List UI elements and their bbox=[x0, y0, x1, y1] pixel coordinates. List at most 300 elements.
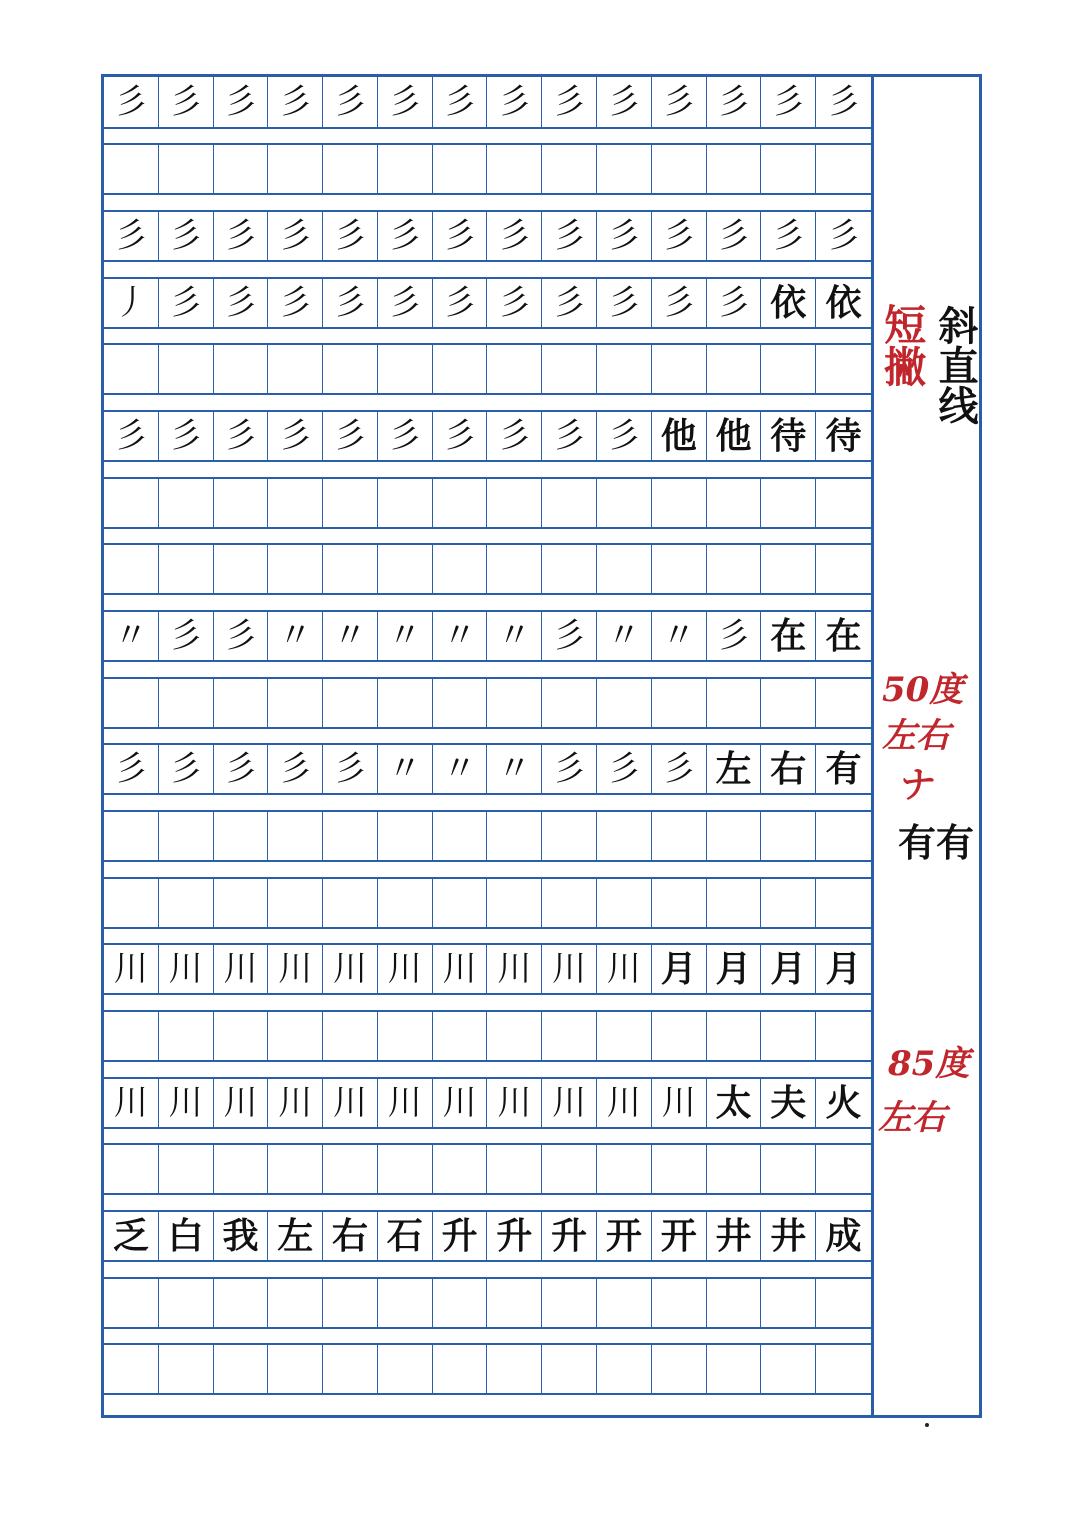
grid-cell bbox=[378, 879, 433, 927]
grid-cell: 开 bbox=[652, 1212, 707, 1260]
grid-cell: 彡 bbox=[159, 279, 214, 327]
grid-cell: 彡 bbox=[323, 745, 378, 793]
grid-cell bbox=[487, 1012, 542, 1060]
grid-cell bbox=[542, 679, 597, 727]
grid-cell bbox=[378, 345, 433, 393]
grid-cell bbox=[323, 479, 378, 527]
grid-cell: 月 bbox=[652, 945, 707, 993]
grid-cell bbox=[268, 812, 323, 860]
grid-row bbox=[104, 210, 871, 262]
grid-cell bbox=[652, 545, 707, 593]
grid-cell bbox=[268, 145, 323, 193]
grid-cell bbox=[707, 1279, 762, 1327]
grid-cell bbox=[597, 545, 652, 593]
grid-cell bbox=[214, 1012, 269, 1060]
grid-cell bbox=[652, 679, 707, 727]
grid-cell bbox=[159, 879, 214, 927]
grid-cell bbox=[433, 1145, 488, 1193]
grid-cell: 彡 bbox=[268, 212, 323, 260]
grid-cell: 彡 bbox=[542, 745, 597, 793]
grid-cell: 彡 bbox=[268, 745, 323, 793]
grid-cell bbox=[159, 545, 214, 593]
grid-cell: 川 bbox=[378, 1079, 433, 1127]
grid-cell: 川 bbox=[104, 1079, 159, 1127]
grid-cell bbox=[433, 679, 488, 727]
grid-cell: 待 bbox=[825, 415, 862, 457]
grid-cell: 〃 bbox=[378, 745, 433, 793]
grid-cell: 彡 bbox=[542, 77, 597, 127]
grid-cell bbox=[433, 545, 488, 593]
grid-row bbox=[104, 877, 871, 929]
grid-cell: 月 bbox=[707, 945, 762, 993]
grid-cell bbox=[542, 345, 597, 393]
grid-cell: 彡 bbox=[597, 77, 652, 127]
grid-cell: 彡 bbox=[268, 279, 323, 327]
grid-cell: 彡 bbox=[159, 77, 214, 127]
grid-cell bbox=[816, 679, 871, 727]
grid-cell bbox=[597, 879, 652, 927]
grid-cell: 有 bbox=[825, 748, 862, 790]
grid-cell bbox=[542, 1012, 597, 1060]
grid-row bbox=[104, 1210, 871, 1262]
grid-cell: 右 bbox=[761, 745, 816, 793]
grid-cell: 彡 bbox=[214, 745, 269, 793]
grid-cell bbox=[542, 479, 597, 527]
grid-cell bbox=[487, 145, 542, 193]
grid-cell: 〃 bbox=[487, 745, 542, 793]
grid-cell: 彡 bbox=[323, 77, 378, 127]
grid-cell bbox=[597, 812, 652, 860]
grid-cell bbox=[542, 812, 597, 860]
grid-cell: 彡 bbox=[761, 77, 816, 127]
grid-cell bbox=[378, 1279, 433, 1327]
grid-cell bbox=[433, 1279, 488, 1327]
grid-cell bbox=[378, 812, 433, 860]
grid-cell bbox=[268, 345, 323, 393]
grid-cell bbox=[487, 679, 542, 727]
grid-cell: 川 bbox=[652, 1079, 707, 1127]
grid-cell: 彡 bbox=[487, 77, 542, 127]
grid-cell bbox=[104, 1145, 159, 1193]
grid-cell: 丿 bbox=[104, 279, 159, 327]
grid-cell bbox=[597, 1345, 652, 1393]
grid-cell bbox=[378, 479, 433, 527]
grid-cell bbox=[378, 1145, 433, 1193]
grid-cell bbox=[159, 1012, 214, 1060]
grid-cell: 彡 bbox=[652, 77, 707, 127]
grid-cell: 彡 bbox=[214, 612, 269, 660]
grid-cell bbox=[433, 812, 488, 860]
grid-cell bbox=[761, 1279, 816, 1327]
grid-cell: 川 bbox=[268, 945, 323, 993]
grid-cell bbox=[323, 679, 378, 727]
grid-cell bbox=[104, 545, 159, 593]
grid-cell: 彡 bbox=[542, 212, 597, 260]
grid-cell: 月 bbox=[761, 945, 816, 993]
grid-cell: 井 bbox=[707, 1212, 762, 1260]
grid-cell: 升 bbox=[487, 1212, 542, 1260]
grid-cell: 川 bbox=[323, 945, 378, 993]
grid-cell: 彡 bbox=[214, 212, 269, 260]
grid-cell bbox=[214, 1279, 269, 1327]
grid-cell: 〃 bbox=[433, 612, 488, 660]
grid-cell: 彡 bbox=[268, 77, 323, 127]
grid-cell: 彡 bbox=[707, 612, 762, 660]
grid-cell: 彡 bbox=[378, 279, 433, 327]
grid-row bbox=[104, 77, 871, 129]
grid-cell: 彡 bbox=[652, 745, 707, 793]
grid-cell bbox=[104, 345, 159, 393]
grid-cell bbox=[487, 545, 542, 593]
grid-cell: 彡 bbox=[707, 77, 762, 127]
grid-row bbox=[104, 1010, 871, 1062]
grid-cell: 彡 bbox=[104, 77, 159, 127]
grid-cell bbox=[707, 545, 762, 593]
grid-cell: 在 bbox=[825, 615, 862, 657]
grid-cell: 川 bbox=[597, 1079, 652, 1127]
grid-cell bbox=[104, 479, 159, 527]
grid-row bbox=[104, 543, 871, 595]
grid-cell bbox=[542, 1145, 597, 1193]
grid-cell: 彡 bbox=[433, 412, 488, 460]
grid-cell bbox=[268, 1145, 323, 1193]
practice-sheet bbox=[101, 74, 982, 1418]
grid-cell: 彡 bbox=[159, 412, 214, 460]
grid-cell: 彡 bbox=[378, 212, 433, 260]
grid-cell bbox=[159, 345, 214, 393]
grid-cell: 〃 bbox=[378, 612, 433, 660]
grid-cell bbox=[323, 545, 378, 593]
grid-cell: 彡 bbox=[542, 279, 597, 327]
grid-cell bbox=[816, 345, 871, 393]
grid-cell bbox=[214, 812, 269, 860]
grid-cell bbox=[652, 812, 707, 860]
grid-cell: 彡 bbox=[214, 412, 269, 460]
grid-cell: 彡 bbox=[214, 77, 269, 127]
grid-cell: 升 bbox=[542, 1212, 597, 1260]
grid-cell: 川 bbox=[597, 945, 652, 993]
grid-cell bbox=[761, 145, 816, 193]
practice-grid bbox=[104, 77, 874, 1415]
grid-cell: 彡 bbox=[597, 412, 652, 460]
grid-cell bbox=[707, 145, 762, 193]
grid-cell bbox=[652, 479, 707, 527]
grid-cell bbox=[323, 812, 378, 860]
grid-cell bbox=[159, 1279, 214, 1327]
stroke-example: ナ bbox=[900, 764, 937, 806]
grid-cell bbox=[159, 679, 214, 727]
grid-cell bbox=[268, 1345, 323, 1393]
grid-cell bbox=[542, 545, 597, 593]
grid-cell bbox=[433, 345, 488, 393]
grid-cell: 彡 bbox=[104, 412, 159, 460]
grid-cell: 〃 bbox=[652, 612, 707, 660]
grid-cell bbox=[761, 1345, 816, 1393]
grid-cell bbox=[816, 1279, 871, 1327]
grid-row bbox=[104, 143, 871, 195]
grid-cell bbox=[597, 479, 652, 527]
grid-row bbox=[104, 810, 871, 862]
grid-cell bbox=[707, 345, 762, 393]
grid-cell bbox=[487, 1145, 542, 1193]
grid-cell bbox=[104, 1279, 159, 1327]
grid-cell: 右 bbox=[323, 1212, 378, 1260]
grid-cell bbox=[707, 1145, 762, 1193]
grid-cell bbox=[816, 479, 871, 527]
grid-cell bbox=[268, 679, 323, 727]
grid-cell bbox=[159, 812, 214, 860]
grid-cell: 〃 bbox=[268, 612, 323, 660]
grid-cell: 左 bbox=[707, 745, 762, 793]
grid-cell: 川 bbox=[433, 1079, 488, 1127]
grid-row bbox=[104, 943, 871, 995]
grid-cell: 彡 bbox=[104, 745, 159, 793]
grid-cell bbox=[378, 1012, 433, 1060]
grid-cell bbox=[378, 545, 433, 593]
grid-cell: 月 bbox=[825, 948, 862, 990]
grid-cell: 〃 bbox=[433, 745, 488, 793]
grid-cell bbox=[214, 545, 269, 593]
grid-cell bbox=[816, 1012, 871, 1060]
grid-cell bbox=[487, 1345, 542, 1393]
grid-cell: 〃 bbox=[597, 612, 652, 660]
grid-cell: 〃 bbox=[487, 612, 542, 660]
grid-cell bbox=[214, 879, 269, 927]
grid-cell: 彡 bbox=[826, 82, 861, 122]
grid-cell bbox=[652, 345, 707, 393]
grid-cell bbox=[542, 879, 597, 927]
grid-cell: 川 bbox=[268, 1079, 323, 1127]
grid-cell bbox=[323, 1012, 378, 1060]
grid-cell: 川 bbox=[433, 945, 488, 993]
grid-cell bbox=[104, 145, 159, 193]
grid-cell bbox=[542, 1279, 597, 1327]
grid-cell bbox=[487, 1279, 542, 1327]
grid-cell bbox=[707, 679, 762, 727]
grid-cell: 〃 bbox=[104, 612, 159, 660]
angle-50-sub-label: 左右 bbox=[882, 716, 950, 756]
grid-cell: 彡 bbox=[323, 412, 378, 460]
grid-cell bbox=[487, 879, 542, 927]
grid-cell: 彡 bbox=[542, 612, 597, 660]
grid-row bbox=[104, 610, 871, 662]
grid-cell bbox=[707, 1345, 762, 1393]
grid-cell: 彡 bbox=[707, 212, 762, 260]
grid-cell: 彡 bbox=[159, 745, 214, 793]
grid-cell: 〃 bbox=[323, 612, 378, 660]
grid-cell bbox=[104, 812, 159, 860]
grid-cell bbox=[159, 145, 214, 193]
grid-cell: 川 bbox=[159, 945, 214, 993]
grid-cell bbox=[761, 812, 816, 860]
grid-cell: 彡 bbox=[268, 412, 323, 460]
grid-cell: 彡 bbox=[487, 412, 542, 460]
grid-cell: 彡 bbox=[378, 412, 433, 460]
grid-cell bbox=[323, 145, 378, 193]
grid-cell bbox=[268, 479, 323, 527]
grid-cell: 他 bbox=[707, 412, 762, 460]
grid-cell: 彡 bbox=[104, 212, 159, 260]
grid-cell bbox=[378, 679, 433, 727]
grid-cell: 彡 bbox=[597, 745, 652, 793]
grid-cell bbox=[597, 145, 652, 193]
grid-cell bbox=[268, 1279, 323, 1327]
grid-cell: 乏 bbox=[104, 1212, 159, 1260]
grid-cell bbox=[214, 1145, 269, 1193]
grid-cell bbox=[761, 545, 816, 593]
grid-cell: 井 bbox=[761, 1212, 816, 1260]
grid-cell bbox=[597, 1145, 652, 1193]
grid-cell: 川 bbox=[214, 945, 269, 993]
grid-cell bbox=[761, 679, 816, 727]
grid-cell: 彡 bbox=[761, 212, 816, 260]
grid-cell bbox=[597, 1279, 652, 1327]
grid-row bbox=[104, 743, 871, 795]
grid-row bbox=[104, 277, 871, 329]
grid-row bbox=[104, 1343, 871, 1395]
grid-cell: 彡 bbox=[707, 279, 762, 327]
grid-cell bbox=[433, 1345, 488, 1393]
grid-cell: 彡 bbox=[597, 279, 652, 327]
grid-cell bbox=[378, 145, 433, 193]
grid-cell bbox=[761, 879, 816, 927]
grid-cell bbox=[652, 145, 707, 193]
grid-cell bbox=[323, 879, 378, 927]
grid-cell: 夫 bbox=[761, 1079, 816, 1127]
grid-cell: 彡 bbox=[597, 212, 652, 260]
grid-cell: 彡 bbox=[652, 212, 707, 260]
grid-cell: 川 bbox=[378, 945, 433, 993]
grid-cell: 川 bbox=[487, 1079, 542, 1127]
grid-cell bbox=[487, 812, 542, 860]
grid-cell: 川 bbox=[542, 1079, 597, 1127]
grid-cell bbox=[487, 345, 542, 393]
grid-cell: 我 bbox=[214, 1212, 269, 1260]
grid-cell: 川 bbox=[159, 1079, 214, 1127]
grid-cell bbox=[597, 1012, 652, 1060]
grid-cell: 太 bbox=[707, 1079, 762, 1127]
angle-50-label: 50度 bbox=[882, 670, 964, 710]
grid-cell bbox=[104, 679, 159, 727]
grid-cell: 在 bbox=[761, 612, 816, 660]
grid-cell bbox=[487, 479, 542, 527]
grid-cell bbox=[761, 479, 816, 527]
grid-cell bbox=[707, 479, 762, 527]
grid-cell bbox=[323, 1279, 378, 1327]
grid-cell: 川 bbox=[323, 1079, 378, 1127]
grid-cell: 彡 bbox=[214, 279, 269, 327]
grid-cell bbox=[816, 879, 871, 927]
grid-cell bbox=[761, 1145, 816, 1193]
grid-cell bbox=[214, 679, 269, 727]
grid-cell bbox=[597, 345, 652, 393]
grid-cell: 彡 bbox=[323, 279, 378, 327]
ink-dot bbox=[925, 1423, 929, 1427]
grid-cell: 彡 bbox=[433, 212, 488, 260]
grid-cell bbox=[652, 1345, 707, 1393]
grid-row bbox=[104, 1077, 871, 1129]
grid-cell bbox=[214, 1345, 269, 1393]
grid-cell: 石 bbox=[378, 1212, 433, 1260]
grid-cell bbox=[323, 1145, 378, 1193]
short-pie-label: 短撇 bbox=[878, 303, 928, 387]
grid-row bbox=[104, 343, 871, 395]
grid-cell: 待 bbox=[761, 412, 816, 460]
grid-cell bbox=[159, 1145, 214, 1193]
grid-cell bbox=[433, 479, 488, 527]
grid-cell bbox=[542, 1345, 597, 1393]
grid-row bbox=[104, 410, 871, 462]
grid-cell: 彡 bbox=[433, 77, 488, 127]
grid-cell: 火 bbox=[825, 1082, 862, 1124]
grid-cell: 他 bbox=[652, 412, 707, 460]
grid-cell bbox=[816, 812, 871, 860]
grid-cell: 彡 bbox=[542, 412, 597, 460]
grid-cell bbox=[707, 812, 762, 860]
grid-cell bbox=[433, 1012, 488, 1060]
grid-cell bbox=[159, 1345, 214, 1393]
grid-cell bbox=[816, 145, 871, 193]
grid-cell bbox=[652, 1279, 707, 1327]
example-chars: 有有 bbox=[898, 820, 975, 865]
grid-cell: 白 bbox=[159, 1212, 214, 1260]
grid-cell: 彡 bbox=[159, 212, 214, 260]
grid-row bbox=[104, 1277, 871, 1329]
grid-cell: 川 bbox=[542, 945, 597, 993]
grid-cell bbox=[816, 1345, 871, 1393]
grid-cell: 成 bbox=[825, 1215, 862, 1257]
grid-cell bbox=[323, 1345, 378, 1393]
grid-cell: 依 bbox=[825, 282, 862, 324]
grid-row bbox=[104, 1143, 871, 1195]
grid-cell: 川 bbox=[487, 945, 542, 993]
grid-cell: 彡 bbox=[323, 212, 378, 260]
grid-cell: 彡 bbox=[433, 279, 488, 327]
grid-cell bbox=[652, 1012, 707, 1060]
grid-cell: 彡 bbox=[159, 612, 214, 660]
grid-cell bbox=[268, 545, 323, 593]
grid-cell bbox=[761, 1012, 816, 1060]
angle-85-sub-label: 左右 bbox=[878, 1098, 946, 1138]
grid-row bbox=[104, 477, 871, 529]
grid-cell: 升 bbox=[433, 1212, 488, 1260]
grid-cell bbox=[323, 345, 378, 393]
grid-cell bbox=[816, 1145, 871, 1193]
grid-cell bbox=[707, 879, 762, 927]
grid-cell bbox=[433, 879, 488, 927]
grid-cell: 川 bbox=[104, 945, 159, 993]
grid-cell: 彡 bbox=[487, 212, 542, 260]
grid-cell bbox=[761, 345, 816, 393]
grid-cell bbox=[707, 1012, 762, 1060]
grid-cell: 彡 bbox=[652, 279, 707, 327]
grid-cell: 彡 bbox=[378, 77, 433, 127]
grid-cell: 开 bbox=[597, 1212, 652, 1260]
grid-cell bbox=[104, 1345, 159, 1393]
grid-cell bbox=[652, 879, 707, 927]
grid-cell bbox=[214, 345, 269, 393]
grid-cell: 川 bbox=[214, 1079, 269, 1127]
grid-cell bbox=[542, 145, 597, 193]
angle-85-label: 85度 bbox=[888, 1044, 970, 1084]
grid-cell bbox=[104, 879, 159, 927]
grid-cell bbox=[816, 545, 871, 593]
grid-cell bbox=[214, 145, 269, 193]
grid-cell bbox=[597, 679, 652, 727]
title-vertical: 斜直线 bbox=[932, 305, 979, 425]
grid-cell: 左 bbox=[268, 1212, 323, 1260]
grid-cell bbox=[433, 145, 488, 193]
